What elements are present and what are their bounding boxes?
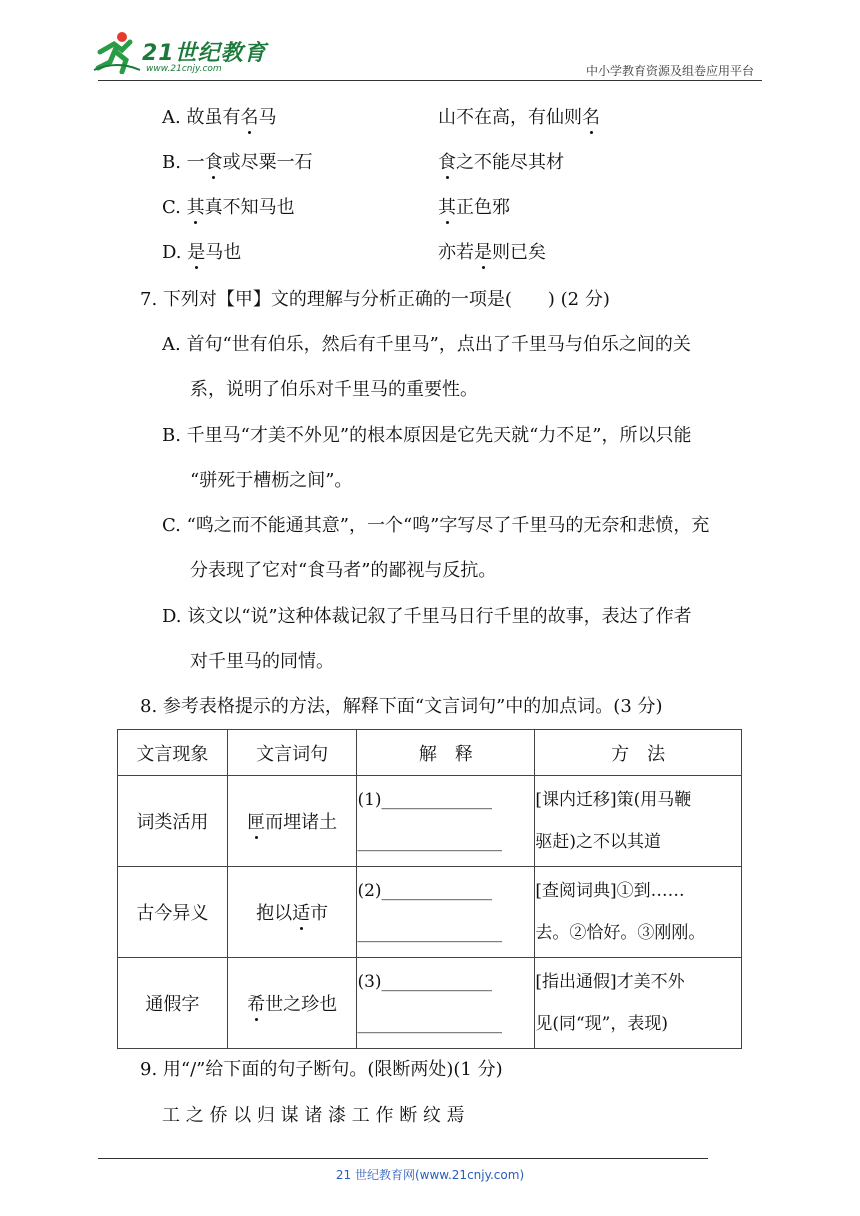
- phenomenon-cell: 通假字: [118, 958, 228, 1049]
- method-cell: [查阅词典]①到…… 去。②恰好。③刚刚。: [535, 867, 742, 958]
- q6-option-d-left: D. 是马也: [162, 242, 242, 263]
- answer-blank-3[interactable]: (3)_____________ _________________: [357, 958, 535, 1049]
- phenomenon-cell: 词类活用: [118, 776, 228, 867]
- site-logo: [92, 30, 272, 78]
- table-header-cell: 文言现象: [118, 730, 228, 776]
- q7-option-d-line1: D. 该文以“说”这种体裁记叙了千里马日行千里的故事，表达了作者: [162, 606, 692, 627]
- q7-option-a-line2: 系，说明了伯乐对千里马的重要性。: [190, 379, 478, 400]
- q6-option-c-left: C. 其真不知马也: [162, 197, 295, 218]
- q7-option-d-line2: 对千里马的同情。: [190, 651, 334, 672]
- method-cell: [课内迁移]策(用马鞭 驱赶)之不以其道: [535, 776, 742, 867]
- table-header-cell: 文言词句: [227, 730, 357, 776]
- q7-option-c-line1: C. “鸣之而不能通其意”，一个“鸣”字写尽了千里马的无奈和悲愤，充: [162, 515, 710, 536]
- header-divider: [98, 80, 762, 81]
- q7-option-a-line1: A. 首句“世有伯乐，然后有千里马”，点出了千里马与伯乐之间的关: [162, 334, 691, 355]
- q6-option-c-right: 其正色邪: [438, 197, 510, 218]
- q6-option-a-right: 山不在高，有仙则名: [438, 107, 600, 128]
- phrase-cell: 抱以适市: [227, 867, 357, 958]
- platform-title: 中小学教育资源及组卷应用平台: [585, 64, 754, 78]
- q6-option-a-left: A. 故虽有名马: [162, 107, 277, 128]
- table-header-cell: 解 释: [357, 730, 535, 776]
- logo-text: 21世纪教育: [142, 41, 267, 66]
- q6-option-b-right: 食之不能尽其材: [438, 152, 564, 173]
- table-row: [118, 776, 742, 867]
- answer-blank-2[interactable]: (2)_____________ _________________: [357, 867, 535, 958]
- answer-blank-1[interactable]: (1)_____________ _________________: [357, 776, 535, 867]
- q9-sentence: 工 之 侨 以 归 谋 诸 漆 工 作 断 纹 焉: [162, 1105, 465, 1126]
- runner-logo-icon: [92, 30, 142, 74]
- q9-stem: 9. 用“/”给下面的句子断句。(限断两处)(1 分): [140, 1059, 503, 1080]
- phenomenon-cell: 古今异义: [118, 867, 228, 958]
- method-cell: [指出通假]才美不外 见(同“现”，表现): [535, 958, 742, 1049]
- table-header-row: [118, 730, 742, 776]
- q7-option-c-line2: 分表现了它对“食马者”的鄙视与反抗。: [190, 560, 497, 581]
- q8-stem: 8. 参考表格提示的方法，解释下面“文言词句”中的加点词。(3 分): [140, 696, 663, 717]
- phrase-cell: 希世之珍也: [227, 958, 357, 1049]
- table-row: [118, 958, 742, 1049]
- q7-stem: 7. 下列对【甲】文的理解与分析正确的一项是( ) (2 分): [140, 289, 610, 310]
- q7-option-b-line1: B. 千里马“才美不外见”的根本原因是它先天就“力不足”，所以只能: [162, 425, 692, 446]
- q6-option-b-left: B. 一食或尽粟一石: [162, 152, 313, 173]
- phrase-cell: 匣而埋诸土: [227, 776, 357, 867]
- table-row: [118, 867, 742, 958]
- table-header-cell: 方 法: [535, 730, 742, 776]
- method-table: [117, 729, 742, 1049]
- logo-url: www.21cnjy.com: [146, 64, 222, 74]
- q7-option-b-line2: “骈死于槽枥之间”。: [190, 470, 353, 491]
- page-footer: 21 世纪教育网(www.21cnjy.com): [335, 1168, 525, 1182]
- q6-option-d-right: 亦若是则已矣: [438, 242, 546, 263]
- footer-divider: [98, 1158, 708, 1159]
- page-header: [0, 0, 860, 86]
